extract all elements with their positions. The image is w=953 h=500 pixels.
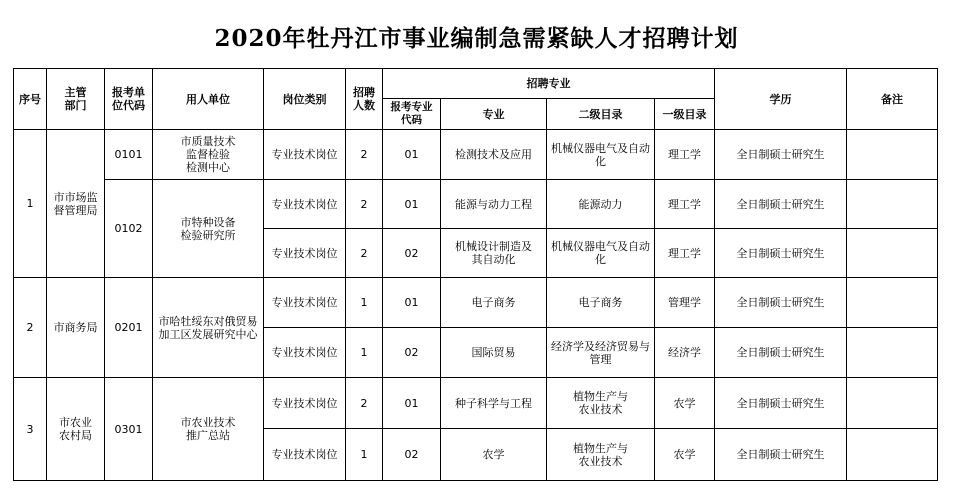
header-seq: 序号 bbox=[14, 69, 47, 130]
table-row bbox=[14, 278, 938, 328]
remark-cell bbox=[847, 429, 938, 481]
education-cell: 全日制硕士研究生 bbox=[715, 180, 847, 229]
education-cell: 全日制硕士研究生 bbox=[715, 278, 847, 328]
education-cell: 全日制硕士研究生 bbox=[715, 229, 847, 278]
header-unit-code: 报考单 位代码 bbox=[105, 69, 153, 130]
second-dir-cell: 机械仪器电气及自动 化 bbox=[547, 229, 655, 278]
count-cell: 1 bbox=[346, 278, 383, 328]
remark-cell bbox=[847, 229, 938, 278]
major-code-cell: 01 bbox=[383, 278, 441, 328]
first-dir-cell: 理工学 bbox=[655, 130, 715, 180]
major-cell: 种子科学与工程 bbox=[441, 378, 547, 429]
remark-cell bbox=[847, 278, 938, 328]
second-dir-cell: 能源动力 bbox=[547, 180, 655, 229]
header-first-dir: 一级目录 bbox=[655, 99, 715, 130]
first-dir-cell: 管理学 bbox=[655, 278, 715, 328]
remark-cell bbox=[847, 328, 938, 378]
header-major: 专业 bbox=[441, 99, 547, 130]
header-second-dir: 二级目录 bbox=[547, 99, 655, 130]
major-cell: 电子商务 bbox=[441, 278, 547, 328]
major-code-cell: 02 bbox=[383, 429, 441, 481]
seq-cell: 1 bbox=[14, 130, 47, 278]
unit-code-cell: 0301 bbox=[105, 378, 153, 481]
position-type-cell: 专业技术岗位 bbox=[264, 180, 346, 229]
second-dir-cell: 机械仪器电气及自动 化 bbox=[547, 130, 655, 180]
major-cell: 能源与动力工程 bbox=[441, 180, 547, 229]
first-dir-cell: 经济学 bbox=[655, 328, 715, 378]
table-row bbox=[14, 130, 938, 180]
remark-cell bbox=[847, 378, 938, 429]
header-major-group: 招聘专业 bbox=[383, 69, 715, 99]
header-position-type: 岗位类别 bbox=[264, 69, 346, 130]
count-cell: 2 bbox=[346, 180, 383, 229]
seq-cell: 2 bbox=[14, 278, 47, 378]
page-title: 2020年牡丹江市事业编制急需紧缺人才招聘计划 bbox=[214, 25, 739, 52]
table-body bbox=[14, 130, 938, 481]
second-dir-cell: 植物生产与 农业技术 bbox=[547, 378, 655, 429]
education-cell: 全日制硕士研究生 bbox=[715, 130, 847, 180]
remark-cell bbox=[847, 130, 938, 180]
header-major-code: 报考专业 代码 bbox=[383, 99, 441, 130]
position-type-cell: 专业技术岗位 bbox=[264, 130, 346, 180]
major-code-cell: 01 bbox=[383, 378, 441, 429]
unit-code-cell: 0201 bbox=[105, 278, 153, 378]
major-code-cell: 02 bbox=[383, 229, 441, 278]
table-row bbox=[14, 378, 938, 429]
second-dir-cell: 经济学及经济贸易与 管理 bbox=[547, 328, 655, 378]
major-code-cell: 02 bbox=[383, 328, 441, 378]
header-remarks: 备注 bbox=[847, 69, 938, 130]
unit-name-cell: 市农业技术 推广总站 bbox=[153, 378, 264, 481]
major-cell: 农学 bbox=[441, 429, 547, 481]
major-cell: 机械设计制造及 其自动化 bbox=[441, 229, 547, 278]
major-code-cell: 01 bbox=[383, 130, 441, 180]
count-cell: 1 bbox=[346, 328, 383, 378]
unit-code-cell: 0101 bbox=[105, 130, 153, 180]
dept-cell: 市市场监 督管理局 bbox=[47, 130, 105, 278]
remark-cell bbox=[847, 180, 938, 229]
education-cell: 全日制硕士研究生 bbox=[715, 328, 847, 378]
seq-cell: 3 bbox=[14, 378, 47, 481]
header-education: 学历 bbox=[715, 69, 847, 130]
recruitment-table bbox=[13, 68, 938, 481]
position-type-cell: 专业技术岗位 bbox=[264, 378, 346, 429]
position-type-cell: 专业技术岗位 bbox=[264, 429, 346, 481]
unit-code-cell: 0102 bbox=[105, 180, 153, 278]
unit-name-cell: 市特种设备 检验研究所 bbox=[153, 180, 264, 278]
count-cell: 2 bbox=[346, 229, 383, 278]
second-dir-cell: 电子商务 bbox=[547, 278, 655, 328]
education-cell: 全日制硕士研究生 bbox=[715, 378, 847, 429]
major-code-cell: 01 bbox=[383, 180, 441, 229]
header-count: 招聘 人数 bbox=[346, 69, 383, 130]
count-cell: 1 bbox=[346, 429, 383, 481]
first-dir-cell: 农学 bbox=[655, 429, 715, 481]
count-cell: 2 bbox=[346, 130, 383, 180]
unit-name-cell: 市质量技术 监督检验 检测中心 bbox=[153, 130, 264, 180]
header-dept: 主管 部门 bbox=[47, 69, 105, 130]
position-type-cell: 专业技术岗位 bbox=[264, 278, 346, 328]
first-dir-cell: 理工学 bbox=[655, 229, 715, 278]
count-cell: 2 bbox=[346, 378, 383, 429]
unit-name-cell: 市哈牡绥东对俄贸易 加工区发展研究中心 bbox=[153, 278, 264, 378]
dept-cell: 市商务局 bbox=[47, 278, 105, 378]
first-dir-cell: 理工学 bbox=[655, 180, 715, 229]
dept-cell: 市农业 农村局 bbox=[47, 378, 105, 481]
major-cell: 检测技术及应用 bbox=[441, 130, 547, 180]
first-dir-cell: 农学 bbox=[655, 378, 715, 429]
position-type-cell: 专业技术岗位 bbox=[264, 328, 346, 378]
position-type-cell: 专业技术岗位 bbox=[264, 229, 346, 278]
major-cell: 国际贸易 bbox=[441, 328, 547, 378]
header-unit: 用人单位 bbox=[153, 69, 264, 130]
education-cell: 全日制硕士研究生 bbox=[715, 429, 847, 481]
table-header bbox=[14, 69, 938, 130]
table-row bbox=[14, 180, 938, 229]
second-dir-cell: 植物生产与 农业技术 bbox=[547, 429, 655, 481]
